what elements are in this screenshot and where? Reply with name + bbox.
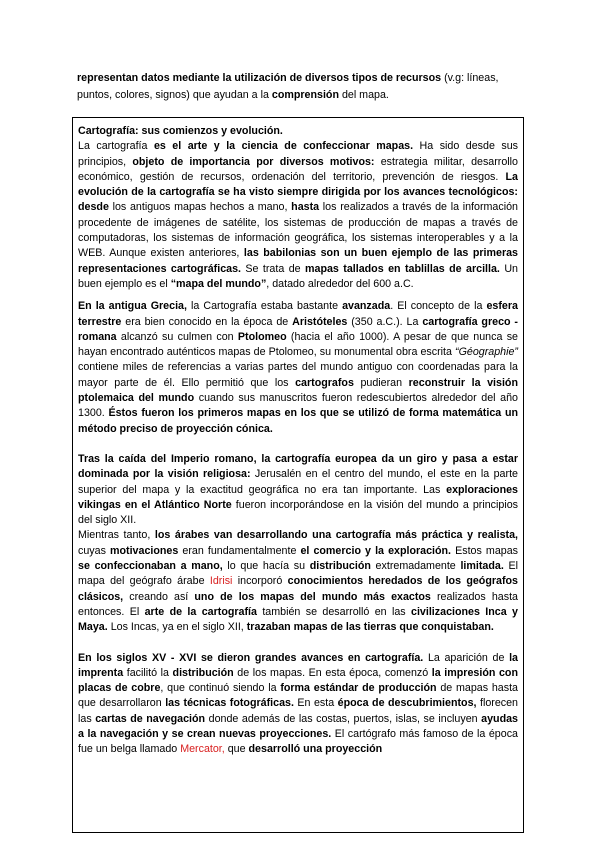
text-run: Idrisi	[209, 575, 233, 588]
text-run: que	[224, 743, 249, 756]
text-run: , datado alrededor del 600 a.C.	[266, 277, 414, 290]
paragraph-origins	[78, 140, 518, 290]
text-run: (hacia el año 1000). A pesar de que nunca se hayan encontrado auténticos mapas de Ptolomeo, su monumental obra escrita	[78, 330, 518, 359]
text-run: avanzada	[342, 300, 391, 313]
text-run: los árabes van desarrollando una cartografía más práctica y realista,	[154, 529, 518, 542]
text-run: contiene miles de referencias a varias partes del mundo antiguo con coordenadas para la mayor parte de él. Ello permitió que los	[78, 361, 518, 389]
text-run: comprensión	[271, 88, 339, 101]
paragraph-greece	[78, 299, 518, 437]
text-run: cartografía greco - romana	[78, 315, 518, 343]
text-run: del mapa.	[338, 88, 389, 101]
text-run: La aparición de	[423, 651, 510, 664]
text-run: ayudas a la navegación y se crean nuevas proyecciones.	[78, 712, 518, 740]
text-run: cartas de navegación	[95, 712, 206, 725]
text-run: civilizaciones Inca y Maya.	[78, 605, 519, 634]
box-title-paragraph	[78, 124, 518, 292]
text-run: pudieran	[353, 376, 409, 389]
text-run: Aristóteles	[292, 315, 348, 328]
text-run: conocimientos heredados de los geógrafos clásicos,	[78, 575, 518, 603]
text-run: “mapa del mundo”	[170, 277, 267, 290]
text-run: uno de los mapas del mundo más exactos	[194, 590, 431, 603]
text-run: (350 a.C.). La	[347, 315, 423, 328]
text-run: época de descubrimientos,	[337, 697, 477, 710]
text-run: se confeccionaban a mano,	[78, 560, 223, 573]
cartography-text-box	[72, 117, 524, 833]
intro-paragraph	[77, 70, 525, 103]
text-run: forma estándar de producción	[280, 682, 437, 695]
text-run: distribución	[172, 666, 234, 679]
text-run: Mientras tanto,	[78, 529, 155, 542]
text-run: representan datos mediante la utilización de diversos tipos de recursos	[77, 72, 442, 84]
text-run: cuando sus manuscritos fueron redescubiertos alrededor del año 1300.	[78, 392, 518, 420]
text-run: arte de la cartografía	[144, 605, 257, 618]
text-run: las técnicas fotográficas.	[165, 697, 294, 710]
text-run: Tras la caída del Imperio romano, la cartografía europea da un giro y pasa a estar dominada por la visión religiosa:	[78, 452, 518, 481]
text-run: Ptolomeo	[237, 330, 287, 343]
text-run: extremadamente	[370, 560, 461, 573]
text-run: Los Incas, ya en el siglo XII,	[107, 621, 247, 634]
text-run: Jerusalén en el centro del mundo, el este en la parte superior del mapa y la exactitud geográfica no era tan importante. Las	[78, 468, 518, 496]
text-run: exploraciones vikingas en el Atlántico Norte	[78, 483, 518, 511]
text-run: distribución	[309, 560, 371, 573]
text-run: los realizados a través de la información procedente de imágenes de satélite, los sistemas de producción de mapas a través de computadoras, los sistemas de información geográfica, los sistemas interoperables y a la WEB. Aunque existen anteriores,	[78, 201, 518, 260]
text-run: trazaban mapas de las tierras que conquistaban.	[246, 621, 494, 634]
text-run: , que continuó siendo la	[160, 682, 281, 695]
text-run: estrategia militar, desarrollo económico, gestión de recursos, ordenación del territorio, prevención de riesgos.	[78, 155, 518, 183]
text-run: realizados hasta entonces. El	[78, 590, 518, 618]
text-run: el comercio y la exploración.	[300, 544, 452, 557]
text-run: facilitó la	[123, 666, 173, 679]
text-run: creando así	[123, 590, 195, 603]
text-run: La evolución de la cartografía se ha visto siempre dirigida por los avances tecnológicos: desde	[78, 170, 518, 214]
paragraph-rome	[78, 452, 518, 528]
text-run: Se trata de	[241, 262, 305, 275]
text-run: El cartógrafo más famoso de la época fue un belga llamado	[78, 727, 518, 756]
text-run: de los mapas. En esta época, comenzó	[233, 666, 432, 679]
text-run: de mapas hasta que desarrollaron	[78, 682, 518, 710]
text-run: La cartografía	[78, 140, 154, 153]
text-run: limitada.	[460, 560, 504, 573]
text-run: (v.g: líneas, puntos, colores, signos) que ayudan a la	[77, 72, 499, 101]
text-run: El mapa del geógrafo árabe	[78, 560, 518, 588]
text-run: es el arte y la ciencia de confeccionar mapas.	[153, 140, 414, 153]
text-run: también se desarrolló en las	[256, 605, 412, 618]
text-run: reconstruir la visión ptolemaica del mundo	[78, 376, 518, 405]
text-run: Mercator,	[180, 743, 225, 756]
text-run: alcanzó su culmen con	[116, 330, 238, 343]
text-run: eran fundamentalmente	[178, 544, 301, 557]
text-run: las babilonias son un buen ejemplo de las primeras representaciones cartográficas.	[78, 247, 519, 275]
text-run: incorporó	[232, 575, 288, 588]
text-run: Estos mapas	[451, 544, 518, 557]
text-run: desarrolló una proyección	[248, 743, 383, 756]
text-run: Un buen ejemplo es el	[78, 262, 518, 290]
text-run: “Géographie”	[455, 346, 518, 359]
text-run: . El concepto de la	[390, 300, 487, 313]
text-run: En esta	[293, 697, 338, 710]
text-run: En la antigua Grecia,	[78, 300, 187, 313]
text-run: la Cartografía estaba bastante	[186, 300, 343, 313]
text-run: Éstos fueron los primeros mapas en los que se utilizó de forma matemática un método preciso de proyección cónica.	[78, 407, 519, 435]
text-run: Ha sido desde sus principios,	[78, 140, 518, 168]
text-run: la impresión con placas de cobre	[78, 666, 518, 695]
text-run: objeto de importancia por diversos motivos:	[132, 155, 375, 168]
text-run: hasta	[291, 201, 320, 214]
text-run: motivaciones	[110, 544, 179, 557]
text-run: era bien conocido en la época de	[121, 315, 293, 328]
text-run: En los siglos XV - XVI se dieron grandes avances en cartografía.	[78, 651, 424, 664]
paragraph-renaissance	[78, 651, 518, 758]
box-title: Cartografía: sus comienzos y evolución.	[78, 125, 283, 137]
text-run: florecen las	[78, 697, 519, 725]
text-run: cuyas	[78, 544, 110, 557]
text-run: esfera terrestre	[78, 300, 518, 328]
text-run: los antiguos mapas hechos a mano,	[108, 201, 292, 214]
text-run: fueron incorporándose en la visión del mundo a principios del siglo XII.	[78, 498, 518, 527]
text-run: cartografos	[295, 376, 354, 389]
text-run: mapas tallados en tablillas de arcilla.	[305, 262, 500, 275]
text-run: donde además de las costas, puertos, islas, se incluyen	[205, 712, 482, 725]
paragraph-arabs	[78, 528, 518, 635]
text-run: lo que hacía su	[222, 560, 310, 573]
text-run: la imprenta	[78, 651, 518, 679]
